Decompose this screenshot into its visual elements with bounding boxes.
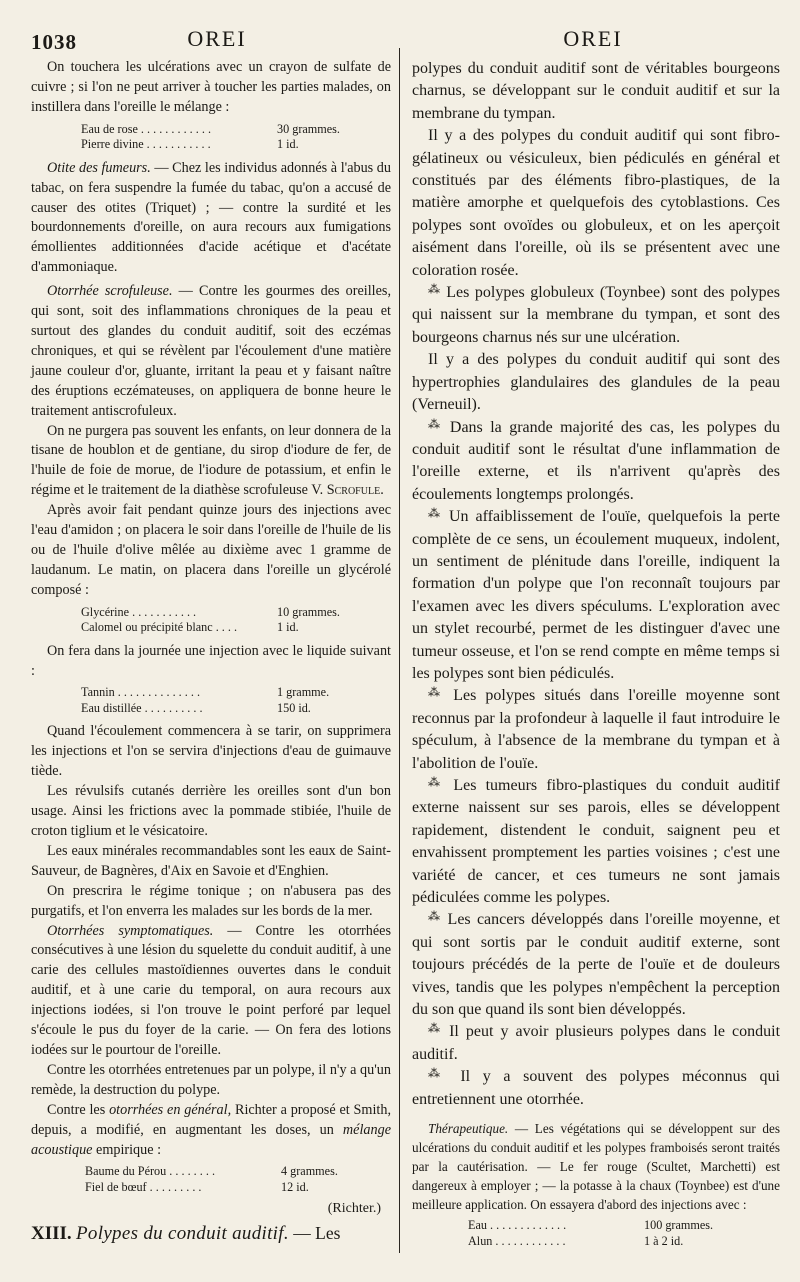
ingredient: Alun . . . . . . . . . . . . — [468, 1233, 566, 1248]
asterism-icon: ⁂ — [428, 506, 442, 521]
quantity: 1 id. — [277, 137, 299, 152]
quantity: 100 grammes. — [644, 1218, 714, 1233]
paragraph: Les eaux minérales recommandables sont les eaux de Saint-Sauveur, de Bagnères, d'Aix en Savoie et d'Enghien. — [31, 842, 391, 879]
asterism-icon: ⁂ — [428, 416, 443, 431]
ingredient: Glycérine . . . . . . . . . . . — [81, 604, 197, 619]
paragraph: ⁂ Un affaiblissement de l'ouïe, quelquefois la perte complète de ce sens, un écoulement muqueux, indolent, un sentiment de plénitude dans l'oreille, indiquent la formation d'un polype que l'on reconnaît toujours par l'examen avec les divers spéculums. L'exploration avec un stylet recourbé, permet de les distinguer d'avec une tumeur osseuse, et l'on se rend compte en même temps si les polypes sont bien pédiculés. — [412, 506, 781, 682]
paragraph: On fera dans la journée une injection avec le liquide suivant : — [31, 642, 391, 679]
paragraph: Les révulsifs cutanés derrière les oreilles sont d'un bon usage. Ainsi les frictions avec la pommade stibiée, l'huile de croton tiglium et le vésicatoire. — [31, 783, 391, 839]
prescription-2 — [81, 605, 340, 636]
prescription-3 — [81, 685, 329, 716]
quantity: 1 id. — [277, 620, 299, 635]
paragraph: On ne purgera pas souvent les enfants, on leur donnera de la tisane de houblon et de gentiane, du sirop d'iodure de fer, de l'huile de foie de morue, de l'iodure de potassium, et enfin le régime et le traitement de la diathèse scrofuleuse V. Scrofule. — [31, 422, 391, 499]
paragraph-otorrhee-scrofuleuse: Otorrhée scrofuleuse. — Contre les gourmes des oreilles, qui sont, soit des inflammations chroniques de la peau et surtout des glandes du conduit auditif, soit des eczémas chroniques, et qui se révèlent par l'écoulement d'une matière jaune couleur d'or, gluante, irritant la peau et y faisant naître des éruptions eczémateuses, on appliquera de bonne heure le traitement antiscrofuleux. — [31, 283, 391, 419]
ingredient: Baume du Pérou . . . . . . . . — [85, 1164, 215, 1179]
quantity: 12 id. — [281, 1179, 309, 1194]
prescription-1 — [81, 122, 340, 153]
paragraph: On prescrira le régime tonique ; on n'abusera pas des purgatifs, et l'on enverra les malades sur les bords de la mer. — [31, 882, 391, 919]
paragraph: Contre les otorrhées entretenues par un polype, il n'y a qu'un remède, la destruction du polype. — [31, 1061, 391, 1098]
quantity: 10 grammes. — [277, 604, 340, 619]
asterism-icon: ⁂ — [428, 1021, 443, 1036]
section-title: Polypes du conduit auditif. — [76, 1223, 289, 1245]
right-column — [412, 58, 780, 1255]
paragraph: Quand l'écoulement commencera à se tarir, on supprimera les injections et l'on se servira d'injections d'eau de guimauve tiède. — [31, 723, 391, 780]
quantity: 150 id. — [277, 700, 311, 715]
paragraph: ⁂ Dans la grande majorité des cas, les polypes du conduit auditif sont le résultat d'une inflammation de l'oreille externe, et ils n'arrivent qu'après des écoulements longtemps prolongés. — [412, 416, 781, 503]
paragraph: Il y a des polypes du conduit auditif qui sont des hypertrophies glandulaires des glandules de la peau (Verneuil). — [412, 351, 780, 414]
paragraph-otorrhees-symptomatiques: Otorrhées symptomatiques. — Contre les otorrhées consécutives à une lésion du squelette du conduit auditif, à une carie des cellules mastoïdiennes ouvertes dans le conduit auditif, et à une carie du temporal, on aura recours aux injections iodées, si l'on trouve le point perforé par lequel s'écoule le pus du foyer de la carie. — On fera des lotions iodées sur le pourtour de l'oreille. — [31, 922, 391, 1058]
paragraph: ⁂ Il peut y avoir plusieurs polypes dans le conduit auditif. — [412, 1021, 781, 1063]
page-header — [0, 0, 800, 58]
subheading: Otorrhées symptomatiques. — [47, 922, 214, 939]
prescription-5 — [468, 1218, 713, 1249]
subheading: Otite des fumeurs. — [47, 159, 151, 176]
ingredient: Calomel ou précipité blanc . . . . — [81, 620, 238, 635]
paragraph: ⁂ Les polypes situés dans l'oreille moyenne sont reconnus par la profondeur à laquelle il faut introduire le spéculum, à l'absence de la membrane du tympan et à l'abolition de l'ouïe. — [412, 685, 780, 772]
asterism-icon: ⁂ — [428, 1066, 448, 1081]
source-attribution: (Richter.) — [327, 1201, 381, 1217]
subheading: Otorrhée scrofuleuse. — [47, 283, 173, 300]
ingredient: Eau de rose . . . . . . . . . . . . — [81, 121, 211, 136]
paragraph-otite-fumeurs: Otite des fumeurs. — Chez les individus adonnés à l'abus du tabac, on fera suspendre la fumée du tabac, qu'on a accusé de causer des otites (Triquet) ; — contre la surdité et les bourdonnements d'oreille, on aura recours aux fumigations émollientes additionnées d'acide acétique et d'acétate d'ammoniaque. — [31, 159, 391, 276]
quantity: 1 gramme. — [277, 685, 330, 700]
asterism-icon: ⁂ — [428, 775, 445, 789]
asterism-icon: ⁂ — [428, 685, 445, 700]
ingredient: Eau distillée . . . . . . . . . . — [81, 700, 203, 715]
ingredient: Fiel de bœuf . . . . . . . . . — [85, 1179, 202, 1194]
paragraph: ⁂ Les tumeurs fibro-plastiques du conduit auditif externe naissent sur ses parois, elles se développent rapidement, distendent le conduit, saignent peu et envahissent promptement les parties voisines ; c'est une variété de cancer, et ces tumeurs ne sont jamais pédiculées comme les polypes. — [412, 775, 781, 907]
subheading: Thérapeutique. — [428, 1121, 509, 1137]
section-heading: XIII. Polypes du conduit auditif. — Les — [31, 1223, 341, 1245]
paragraph: On touchera les ulcérations avec un crayon de sulfate de cuivre ; si l'on ne peut arriver à toucher les parties malades, on instillera dans l'oreille le mélange : — [31, 59, 391, 115]
prescription-4 — [85, 1164, 338, 1195]
asterism-icon: ⁂ — [428, 282, 441, 297]
ingredient: Pierre divine . . . . . . . . . . . — [81, 137, 211, 152]
paragraph: ⁂ Les polypes globuleux (Toynbee) sont des polypes qui naissent sur la membrane du tympan, et sont des bourgeons charnus nés sur une ulcération. — [412, 282, 781, 346]
quantity: 30 grammes. — [277, 121, 340, 136]
asterism-icon: ⁂ — [428, 909, 442, 924]
paragraph: ⁂ Il y a souvent des polypes méconnus qui entretiennent une otorrhée. — [412, 1066, 781, 1108]
running-title-right: OREI — [563, 26, 623, 51]
left-column — [31, 58, 391, 1246]
ingredient: Tannin . . . . . . . . . . . . . . — [81, 685, 200, 700]
quantity: 1 à 2 id. — [644, 1233, 684, 1248]
running-title-left: OREI — [187, 26, 247, 51]
paragraph: polypes du conduit auditif sont de véritables bourgeons charnus, se développant sur le conduit auditif et sur la membrane du tympan. — [412, 60, 780, 122]
ingredient: Eau . . . . . . . . . . . . . — [468, 1218, 567, 1233]
section-number: XIII. — [31, 1223, 72, 1245]
paragraph: Il y a des polypes du conduit auditif qui sont fibro-gélatineux ou vésiculeux, bien pédiculés en général et constitués par des éléments fibro-plastiques, de la matière amorphe et quelquefois des cytoblastions. Ces polypes sont ovoïdes ou globuleux, et on les aperçoit aisément dans l'oreille, où ils se présentent avec une coloration rosée. — [412, 127, 780, 279]
page-number: 1038 — [31, 30, 77, 54]
quantity: 4 grammes. — [281, 1164, 338, 1179]
column-divider — [399, 48, 400, 1253]
paragraph: Contre les otorrhées en général, Richter a proposé et Smith, depuis, a modifié, en augmentant les doses, un mélange acoustique empirique : — [31, 1101, 391, 1158]
paragraph: Après avoir fait pendant quinze jours des injections avec l'eau d'amidon ; on placera le soir dans l'oreille de l'huile de lis ou de l'huile d'olive mêlée au dixième avec 1 gramme de laudanum. Le matin, on placera dans l'oreille un glycérolé composé : — [31, 502, 391, 598]
paragraph: ⁂ Les cancers développés dans l'oreille moyenne, et qui sont sortis par le conduit auditif externe, sont toujours précédés de la perte de l'ouïe et de douleurs vives, tandis que les polypes n'empêchent la perception du son que quand ils sont bien développés. — [412, 909, 780, 1019]
paragraph-therapeutique: Thérapeutique. — Les végétations qui se développent sur des ulcérations du conduit auditif et les polypes framboisés seront traités par la cautérisation. — Le fer rouge (Scultet, Marchetti) est dangereux à employer ; — la potasse à la chaux (Toynbee) est d'une meilleure application. On essayera d'abord des injections avec : — [412, 1121, 780, 1213]
